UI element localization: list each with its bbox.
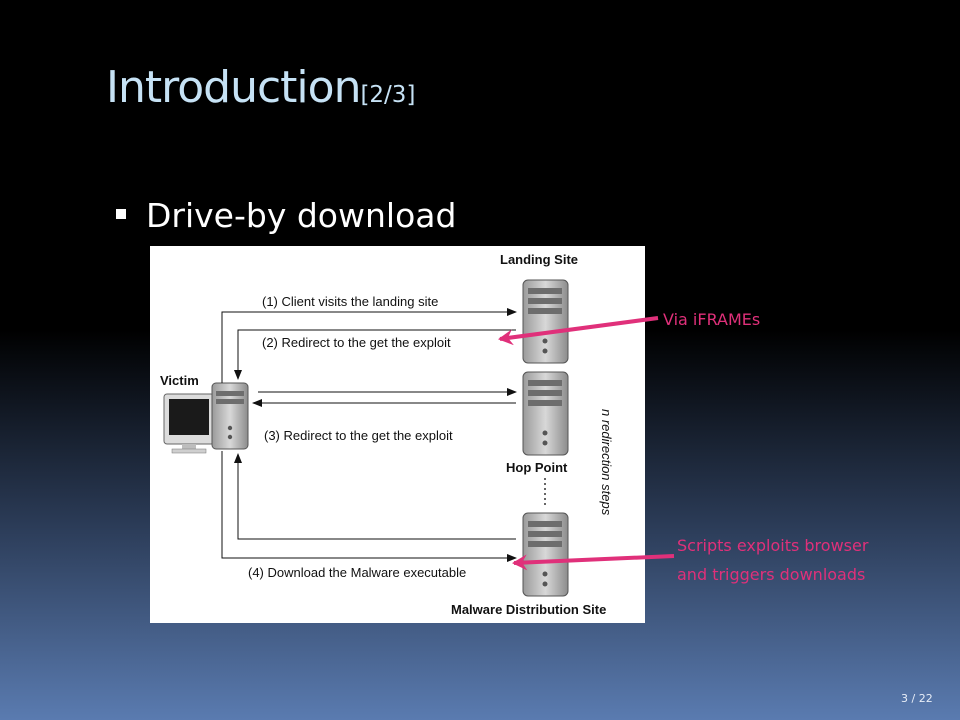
hop-point-server-icon — [523, 372, 568, 455]
landing-site-server-icon — [523, 280, 568, 363]
page-separator: / — [911, 692, 916, 705]
victim-label: Victim — [160, 373, 199, 388]
malware-server-icon — [523, 513, 568, 596]
step4-arrow-forward — [222, 451, 516, 558]
scripts-annotation-line2: and triggers downloads — [677, 565, 866, 584]
square-bullet-icon — [116, 209, 126, 219]
slide-title-text: Introduction — [106, 62, 361, 113]
step3-label: (3) Redirect to the get the exploit — [264, 428, 453, 443]
drive-by-download-diagram — [150, 246, 645, 623]
scripts-annotation-line1: Scripts exploits browser — [677, 536, 869, 555]
victim-computer-icon — [164, 383, 248, 453]
step4-arrow-back — [238, 454, 516, 539]
bullet-item — [116, 196, 456, 235]
step2-label: (2) Redirect to the get the exploit — [262, 335, 451, 350]
hop-point-label: Hop Point — [506, 460, 568, 475]
slide-title-suffix: [2/3] — [360, 82, 416, 108]
redirection-steps-label: n redirection steps — [599, 409, 614, 516]
iframes-annotation: Via iFRAMEs — [663, 310, 761, 329]
bullet-text: Drive-by download — [146, 196, 457, 235]
slide-title — [106, 62, 415, 113]
step1-label: (1) Client visits the landing site — [262, 294, 439, 309]
page-total: 22 — [918, 692, 933, 705]
page-number — [901, 692, 933, 705]
scripts-annotation — [677, 531, 868, 589]
step4-label: (4) Download the Malware executable — [248, 565, 467, 580]
landing-site-label: Landing Site — [500, 252, 578, 267]
malware-site-label: Malware Distribution Site — [451, 602, 607, 617]
diagram-canvas — [150, 246, 645, 623]
page-current: 3 — [901, 692, 908, 705]
